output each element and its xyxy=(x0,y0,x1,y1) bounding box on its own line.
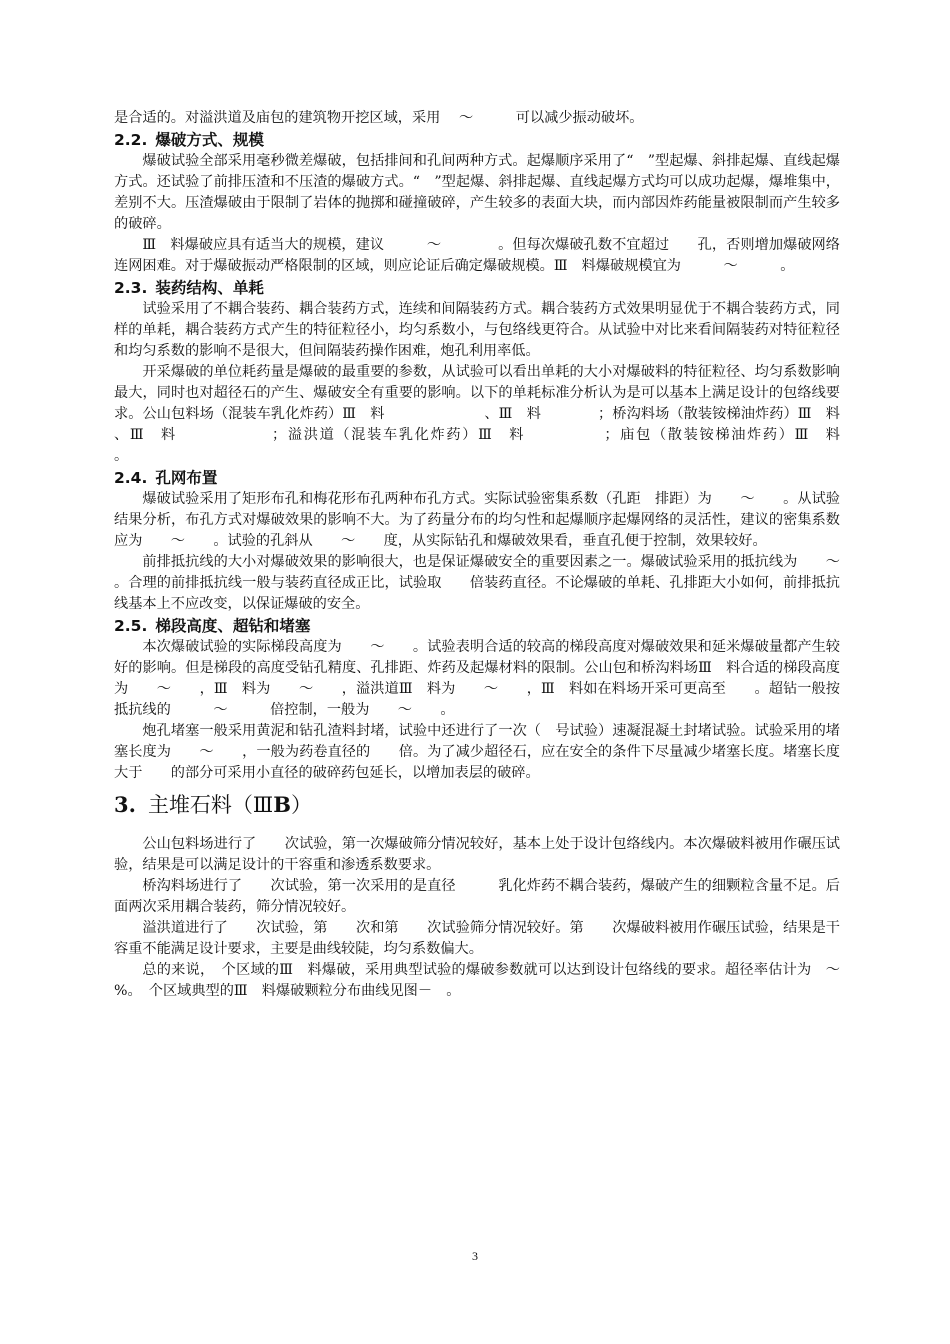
paragraph: Ⅲ 料爆破应具有适当大的规模，建议 ～ 。但每次爆破孔数不宜超过 孔，否则增加爆破网络连网困难。对于爆破振动严格限制的区域，则应论证后确定爆破规模。Ⅲ 料爆破规模宜为 ～ 。 xyxy=(114,237,840,274)
heading-2-2 xyxy=(114,129,840,151)
document-body xyxy=(114,108,926,1002)
paragraph: 开采爆破的单位耗药量是爆破的最重要的参数，从试验可以看出单耗的大小对爆破料的特征粒径、均匀系数影响最大，同时也对超径石的产生、爆破安全有重要的影响。以下的单耗标准分析认为是可以基本上满足设计的包络线要求。公山包料场（混装车乳化炸药）Ⅲ 料 、Ⅲ 料 ；桥沟料场（散装铵梯油炸药）Ⅲ 料 、Ⅲ 料 ；溢洪道（混装车乳化炸药）Ⅲ 料 ；庙包（散装铵梯油炸药）Ⅲ 料 。 xyxy=(114,364,926,464)
heading-3 xyxy=(114,790,840,820)
paragraph: 炮孔堵塞一般采用黄泥和钻孔渣料封堵，试验中还进行了一次（ 号试验）速凝混凝土封堵试验。试验采用的堵塞长度为 ～ ，一般为药卷直径的 倍。为了减少超径石，应在安全的条件下尽量减少堵塞长度。堵塞长度大于 的部分可采用小直径的破碎药包延长，以增加表层的破碎。 xyxy=(114,723,840,781)
paragraph: 爆破试验全部采用毫秒微差爆破，包括排间和孔间两种方式。起爆顺序采用了“ ”型起爆、斜排起爆、直线起爆方式。还试验了前排压渣和不压渣的爆破方式。“ ”型起爆、斜排起爆、直线起爆方式均可以成功起爆，爆堆集中，差别不大。压渣爆破由于限制了岩体的抛掷和碰撞破碎，产生较多的表面大块，而内部因炸药能量被限制而产生较多的破碎。 xyxy=(114,153,840,232)
paragraph: 溢洪道进行了 次试验，第 次和第 次试验筛分情况较好。第 次爆破料被用作碾压试验，结果是干容重不能满足设计要求，主要是曲线较陡，均匀系数偏大。 xyxy=(114,920,840,957)
heading-title: 主堆石料（Ⅲ xyxy=(147,793,274,817)
paragraph-intro-tail: 是合适的。对溢洪道及庙包的建筑物开挖区域，采用 ～ 可以减少振动破坏。 xyxy=(114,110,644,126)
heading-number: 2.2. xyxy=(114,131,148,149)
paragraph: 公山包料场进行了 次试验，第一次爆破筛分情况较好，基本上处于设计包络线内。本次爆破料被用作碾压试验，结果是可以满足设计的干容重和渗透系数要求。 xyxy=(114,836,840,873)
heading-title-close: ） xyxy=(290,793,312,817)
paragraph: 爆破试验采用了矩形布孔和梅花形布孔两种布孔方式。实际试验密集系数（孔距 排距）为 ～ 。从试验结果分析，布孔方式对爆破效果的影响不大。为了药量分布的均匀性和起爆顺序起爆网络的灵活性，建议的密集系数应为 ～ 。试验的孔斜从 ～ 度，从实际钻孔和爆破效果看，垂直孔便于控制，效果较好。 xyxy=(114,491,840,549)
heading-number: 2.3. xyxy=(114,279,148,297)
heading-title: 装药结构、单耗 xyxy=(155,279,264,297)
heading-number: 2.5. xyxy=(114,617,148,635)
paragraph: 前排抵抗线的大小对爆破效果的影响很大，也是保证爆破安全的重要因素之一。爆破试验采用的抵抗线为 ～ 。合理的前排抵抗线一般与装药直径成正比，试验取 倍装药直径。不论爆破的单耗、孔排距大小如何，前排抵抗线基本上不应改变，以保证爆破的安全。 xyxy=(114,554,869,612)
heading-title: 爆破方式、规模 xyxy=(155,131,264,149)
heading-2-3 xyxy=(114,277,840,299)
page-number: 3 xyxy=(472,1249,478,1263)
paragraph: 总的来说， 个区域的Ⅲ 料爆破，采用典型试验的爆破参数就可以达到设计包络线的要求。超径率估计为 ～ %。 个区域典型的Ⅲ 料爆破颗粒分布曲线见图－ 。 xyxy=(114,962,855,999)
heading-number: 3. xyxy=(114,792,136,817)
heading-title: 孔网布置 xyxy=(155,469,218,487)
heading-title-bold: B xyxy=(273,792,291,817)
paragraph: 桥沟料场进行了 次试验，第一次采用的是直径 乳化炸药不耦合装药，爆破产生的细颗粒含量不足。后面两次采用耦合装药，筛分情况较好。 xyxy=(114,878,840,915)
paragraph: 试验采用了不耦合装药、耦合装药方式，连续和间隔装药方式。耦合装药方式效果明显优于不耦合装药方式，同样的单耗，耦合装药方式产生的特征粒径小，均匀系数小，与包络线更符合。从试验中对比来看间隔装药对特征粒径和均匀系数的影响不是很大，但间隔装药操作困难，炮孔利用率低。 xyxy=(114,301,840,359)
heading-2-5 xyxy=(114,615,840,637)
heading-number: 2.4. xyxy=(114,469,148,487)
heading-title: 梯段高度、超钻和堵塞 xyxy=(155,617,311,635)
paragraph: 本次爆破试验的实际梯段高度为 ～ 。试验表明合适的较高的梯段高度对爆破效果和延米爆破量都产生较好的影响。但是梯段的高度受钻孔精度、孔排距、炸药及起爆材料的限制。公山包和桥沟料场Ⅲ 料合适的梯段高度为 ～ ，Ⅲ 料为 ～ ，溢洪道Ⅲ 料为 ～ ，Ⅲ 料如在料场开采可更高至 。超钻一般按抵抗线的 ～ 倍控制，一般为 ～ 。 xyxy=(114,639,840,718)
heading-2-4 xyxy=(114,467,840,489)
